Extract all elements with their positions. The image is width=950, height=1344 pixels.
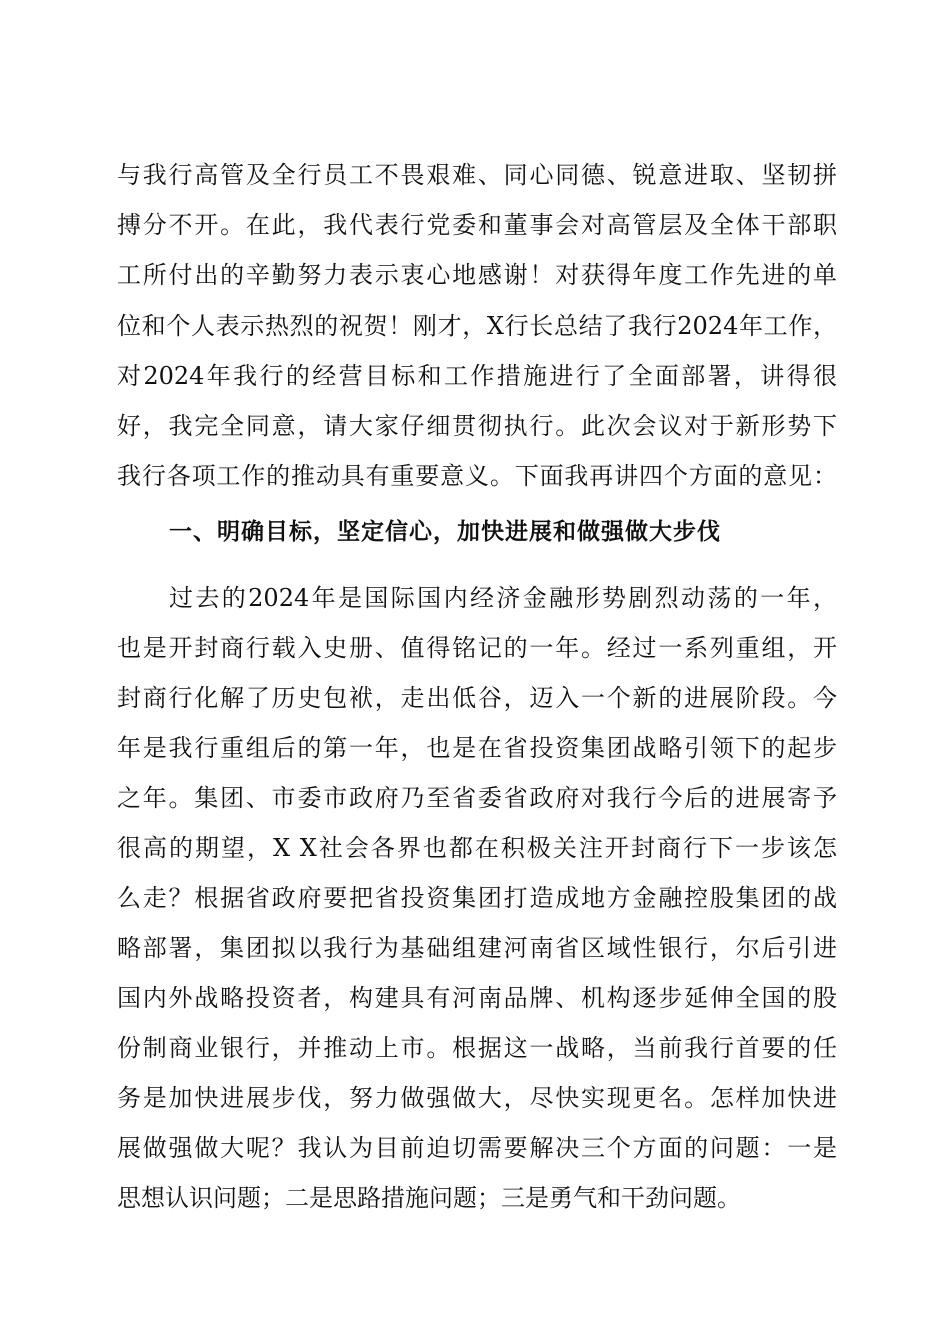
paragraph-line: 我行各项工作的推动具有重要意义。下面我再讲四个方面的意见： (117, 462, 837, 490)
paragraph-line: 略部署，集团拟以我行为基础组建河南省区域性银行，尔后引进 (117, 934, 837, 962)
paragraph-line: 年是我行重组后的第一年，也是在省投资集团战略引领下的起步 (117, 734, 837, 762)
paragraph-line: 对2024年我行的经营目标和工作措施进行了全面部署，讲得很 (117, 362, 837, 390)
paragraph-line: 与我行高管及全行员工不畏艰难、同心同德、锐意进取、坚韧拼 (117, 161, 837, 189)
paragraph-line: 之年。集团、市委市政府乃至省委省政府对我行今后的进展寄予 (117, 784, 837, 812)
paragraph-line: 么走？根据省政府要把省投资集团打造成地方金融控股集团的战 (117, 884, 837, 912)
paragraph-line: 搏分不开。在此，我代表行党委和董事会对高管层及全体干部职 (117, 211, 837, 239)
paragraph-line: 工所付出的辛勤努力表示衷心地感谢！对获得年度工作先进的单 (117, 261, 837, 289)
paragraph-line: 很高的期望，X X社会各界也都在积极关注开封商行下一步该怎 (117, 834, 837, 862)
paragraph-line: 也是开封商行载入史册、值得铭记的一年。经过一系列重组，开 (117, 634, 837, 662)
paragraph-line: 思想认识问题；二是思路措施问题；三是勇气和干劲问题。 (117, 1184, 741, 1212)
paragraph-line: 过去的2024年是国际国内经济金融形势剧烈动荡的一年， (169, 584, 837, 612)
paragraph-line: 务是加快进展步伐，努力做强做大，尽快实现更名。怎样加快进 (117, 1084, 837, 1112)
paragraph-line: 位和个人表示热烈的祝贺！刚才，X行长总结了我行2024年工作， (117, 312, 837, 340)
paragraph-line: 封商行化解了历史包袱，走出低谷，迈入一个新的进展阶段。今 (117, 684, 837, 712)
paragraph-line: 展做强做大呢？我认为目前迫切需要解决三个方面的问题：一是 (117, 1134, 837, 1162)
paragraph-line: 好，我完全同意，请大家仔细贯彻执行。此次会议对于新形势下 (117, 412, 837, 440)
paragraph-line: 份制商业银行，并推动上市。根据这一战略，当前我行首要的任 (117, 1034, 837, 1062)
section-heading: 一、明确目标，坚定信心，加快进展和做强做大步伐 (169, 519, 721, 545)
paragraph-line: 国内外战略投资者，构建具有河南品牌、机构逐步延伸全国的股 (117, 984, 837, 1012)
